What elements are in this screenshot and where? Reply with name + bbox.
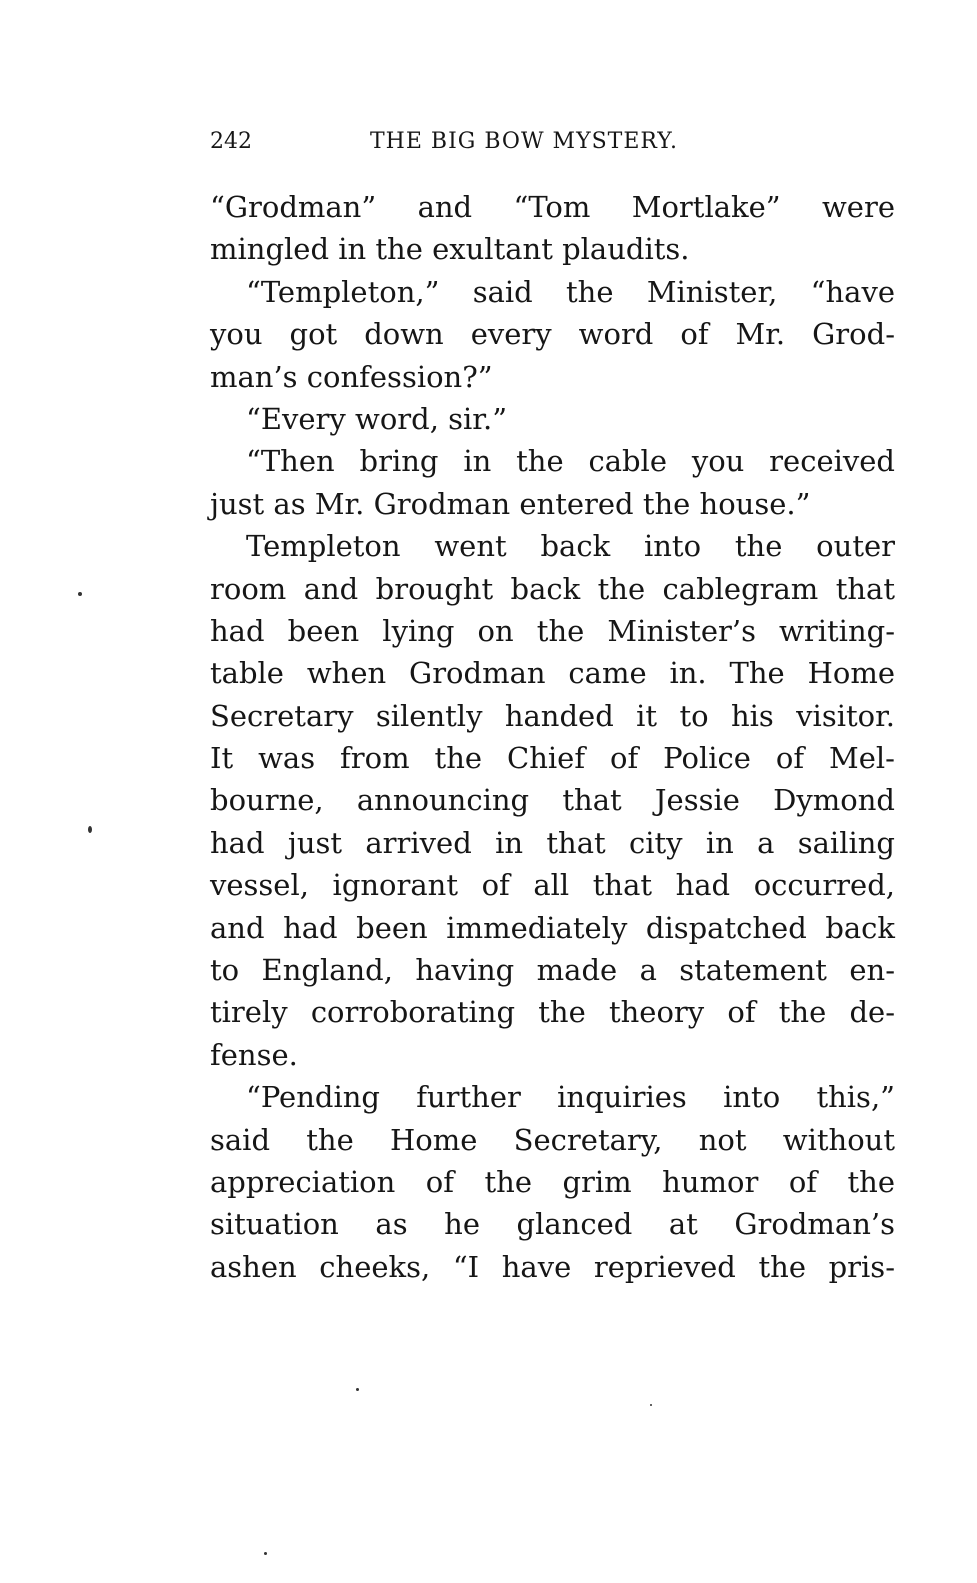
text-line: appreciation of the grim humor of the: [210, 1164, 895, 1199]
body-text: [210, 186, 895, 1288]
running-head: [210, 124, 750, 160]
text-line: mingled in the exultant plaudits.: [210, 232, 690, 267]
text-line: vessel, ignorant of all that had occurred,: [210, 868, 895, 903]
text-line: fense.: [210, 1037, 298, 1072]
text-line: situation as he glanced at Grodman’s: [210, 1207, 895, 1242]
text-line: said the Home Secretary, not without: [210, 1122, 895, 1157]
text-line: room and brought back the cablegram that: [210, 571, 895, 606]
text-line: ashen cheeks, “I have reprieved the pris-: [210, 1249, 895, 1284]
text-line: “Pending further inquiries into this,”: [246, 1080, 895, 1115]
text-line: just as Mr. Grodman entered the house.”: [210, 486, 811, 521]
text-line: Secretary silently handed it to his visitor.: [210, 698, 895, 733]
text-line: to England, having made a statement en-: [210, 953, 895, 988]
text-line: man’s confession?”: [210, 359, 493, 394]
text-line: “Every word, sir.”: [246, 401, 508, 436]
text-line: had just arrived in that city in a sailing: [210, 825, 895, 860]
text-line: “Then bring in the cable you received: [246, 444, 895, 479]
scan-speck: [88, 826, 92, 833]
text-line: bourne, announcing that Jessie Dymond: [210, 783, 895, 818]
text-line: “Grodman” and “Tom Mortlake” were: [210, 190, 895, 224]
scan-speck: [78, 592, 82, 596]
page-number: 242: [210, 129, 252, 154]
scan-speck: [264, 1552, 267, 1555]
text-line: and had been immediately dispatched back: [210, 910, 895, 945]
text-line: you got down every word of Mr. Grod-: [210, 317, 895, 352]
text-line: It was from the Chief of Police of Mel-: [210, 741, 895, 776]
scan-speck: [356, 1388, 359, 1391]
text-line: had been lying on the Minister’s writing-: [210, 613, 895, 648]
text-line: “Templeton,” said the Minister, “have: [246, 274, 895, 309]
text-line: table when Grodman came in. The Home: [210, 656, 895, 691]
text-line: tirely corroborating the theory of the de-: [210, 995, 895, 1030]
book-title: THE BIG BOW MYSTERY.: [370, 129, 678, 154]
text-line: Templeton went back into the outer: [246, 529, 895, 564]
scan-speck: [650, 1404, 652, 1406]
